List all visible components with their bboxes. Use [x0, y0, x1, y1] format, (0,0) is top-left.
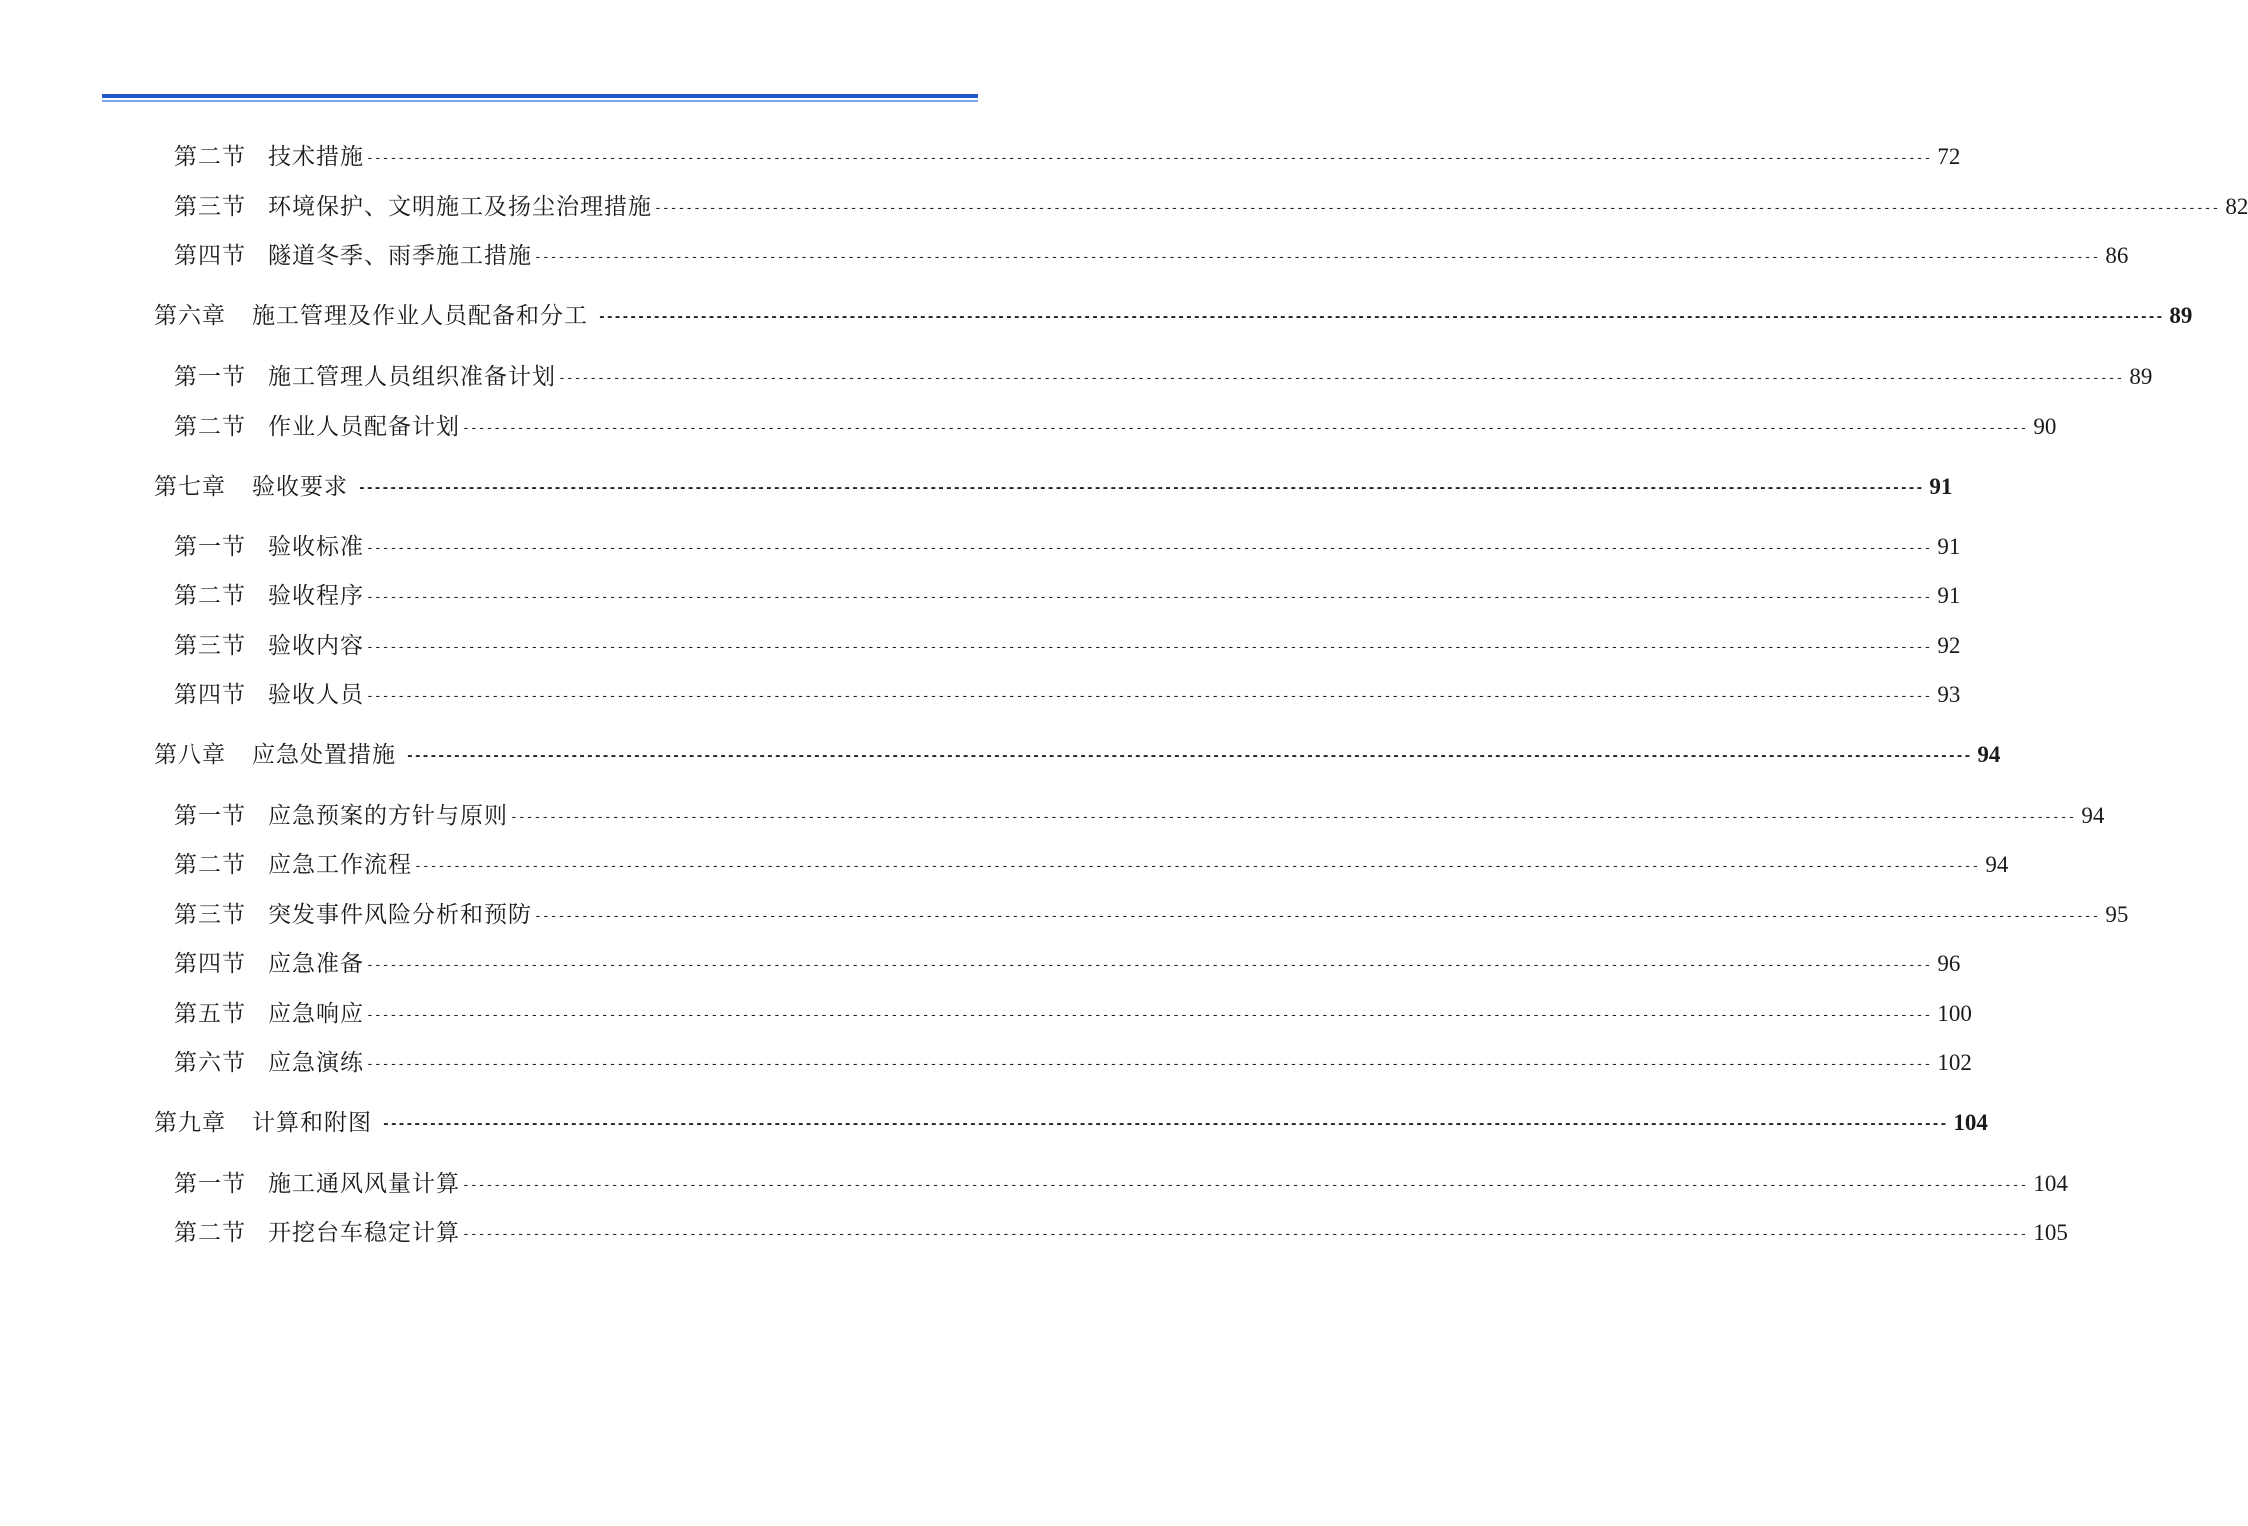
toc-entry-title: 应急准备	[268, 951, 364, 977]
toc-entry-title: 作业人员配备计划	[268, 414, 460, 440]
toc-dot-leader: --------------------------------------------------------------------------------------------------------------------------------------------------------------------------------------------------------	[462, 1178, 2028, 1193]
toc-chapter-entry[interactable]	[154, 299, 2193, 333]
toc-entry-title: 突发事件风险分析和预防	[268, 902, 532, 928]
toc-section-entry[interactable]	[174, 140, 1961, 174]
toc-entry-label	[174, 1216, 460, 1250]
toc-entry-title: 隧道冬季、雨季施工措施	[268, 243, 532, 269]
toc-page-number: 90	[2033, 414, 2057, 439]
toc-section-entry[interactable]	[174, 1167, 2068, 1201]
toc-entry-label	[174, 848, 412, 882]
toc-entry-title: 施工管理人员组织准备计划	[268, 364, 556, 390]
toc-section-entry[interactable]	[174, 997, 1972, 1031]
toc-chapter-entry[interactable]	[154, 738, 2001, 772]
toc-dot-leader: --------------------------------------------------------------------------------------------------------------------------------------------------------------------------------------------------------	[382, 1117, 1948, 1132]
toc-entry-label	[174, 410, 460, 444]
toc-dot-leader: --------------------------------------------------------------------------------------------------------------------------------------------------------------------------------------------------------	[598, 310, 2164, 325]
toc-page-number: 93	[1937, 682, 1961, 707]
toc-section-entry[interactable]	[174, 947, 1961, 981]
toc-chapter-entry[interactable]	[154, 470, 1953, 504]
toc-dot-leader: --------------------------------------------------------------------------------------------------------------------------------------------------------------------------------------------------------	[462, 421, 2028, 436]
toc-dot-leader: --------------------------------------------------------------------------------------------------------------------------------------------------------------------------------------------------------	[462, 1227, 2028, 1242]
toc-entry-number: 第二节	[174, 852, 246, 878]
toc-dot-leader: --------------------------------------------------------------------------------------------------------------------------------------------------------------------------------------------------------	[366, 151, 1932, 166]
toc-entry-number: 第一节	[174, 803, 246, 829]
toc-entry-number: 第三节	[174, 194, 246, 220]
toc-entry-label	[174, 1167, 460, 1201]
toc-dot-leader: --------------------------------------------------------------------------------------------------------------------------------------------------------------------------------------------------------	[534, 250, 2100, 265]
toc-entry-title: 验收人员	[268, 682, 364, 708]
toc-section-entry[interactable]	[174, 410, 2057, 444]
toc-section-entry[interactable]	[174, 579, 1961, 613]
header-rule	[102, 94, 978, 104]
toc-entry-label	[174, 140, 364, 174]
toc-page-number: 94	[1985, 852, 2009, 877]
toc-entry-number: 第三节	[174, 902, 246, 928]
toc-entry-label	[154, 738, 396, 772]
toc-page-number: 91	[1929, 474, 1953, 499]
toc-dot-leader: --------------------------------------------------------------------------------------------------------------------------------------------------------------------------------------------------------	[534, 909, 2100, 924]
toc-dot-leader: --------------------------------------------------------------------------------------------------------------------------------------------------------------------------------------------------------	[366, 590, 1932, 605]
toc-section-entry[interactable]	[174, 360, 2153, 394]
toc-entry-label	[174, 190, 652, 224]
toc-dot-leader: --------------------------------------------------------------------------------------------------------------------------------------------------------------------------------------------------------	[366, 958, 1932, 973]
toc-entry-title: 环境保护、文明施工及扬尘治理措施	[268, 194, 652, 220]
toc-entry-number: 第六章	[154, 303, 226, 329]
toc-entry-title: 技术措施	[268, 144, 364, 170]
header-rule-thin-line	[102, 100, 978, 102]
toc-dot-leader: --------------------------------------------------------------------------------------------------------------------------------------------------------------------------------------------------------	[406, 749, 1972, 764]
toc-page-number: 95	[2105, 902, 2129, 927]
toc-section-entry[interactable]	[174, 799, 2105, 833]
toc-entry-title: 施工通风风量计算	[268, 1171, 460, 1197]
toc-entry-title: 施工管理及作业人员配备和分工	[252, 303, 588, 329]
toc-entry-label	[174, 530, 364, 564]
toc-entry-title: 验收标准	[268, 534, 364, 560]
toc-page-number: 89	[2169, 303, 2193, 328]
toc-page-number: 91	[1937, 583, 1961, 608]
toc-dot-leader: --------------------------------------------------------------------------------------------------------------------------------------------------------------------------------------------------------	[366, 541, 1932, 556]
toc-entry-title: 应急工作流程	[268, 852, 412, 878]
toc-section-entry[interactable]	[174, 1216, 2068, 1250]
toc-entry-number: 第二节	[174, 583, 246, 609]
toc-entry-label	[174, 997, 364, 1031]
toc-page-number: 96	[1937, 951, 1961, 976]
toc-dot-leader: --------------------------------------------------------------------------------------------------------------------------------------------------------------------------------------------------------	[366, 1008, 1932, 1023]
toc-entry-title: 开挖台车稳定计算	[268, 1220, 460, 1246]
toc-page-number: 82	[2225, 194, 2248, 219]
toc-entry-number: 第一节	[174, 534, 246, 560]
toc-entry-label	[174, 1046, 364, 1080]
toc-entry-label	[174, 678, 364, 712]
toc-page-number: 86	[2105, 243, 2129, 268]
toc-entry-label	[174, 629, 364, 663]
toc-page-number: 94	[2081, 803, 2105, 828]
toc-section-entry[interactable]	[174, 848, 2009, 882]
toc-dot-leader: --------------------------------------------------------------------------------------------------------------------------------------------------------------------------------------------------------	[510, 810, 2076, 825]
toc-dot-leader: --------------------------------------------------------------------------------------------------------------------------------------------------------------------------------------------------------	[558, 371, 2124, 386]
toc-entry-number: 第四节	[174, 951, 246, 977]
toc-entry-number: 第二节	[174, 144, 246, 170]
header-rule-graphic	[102, 94, 978, 104]
toc-entry-label	[174, 898, 532, 932]
toc-entry-label	[174, 360, 556, 394]
toc-entry-number: 第七章	[154, 474, 226, 500]
toc-entry-label	[174, 239, 532, 273]
toc-entry-number: 第四节	[174, 682, 246, 708]
toc-section-entry[interactable]	[174, 629, 1961, 663]
toc-page-number: 92	[1937, 633, 1961, 658]
toc-page-number: 72	[1937, 144, 1961, 169]
toc-entry-number: 第六节	[174, 1050, 246, 1076]
toc-section-entry[interactable]	[174, 678, 1961, 712]
toc-page-number: 94	[1977, 742, 2001, 767]
toc-page-number: 89	[2129, 364, 2153, 389]
toc-entry-title: 验收内容	[268, 633, 364, 659]
toc-dot-leader: --------------------------------------------------------------------------------------------------------------------------------------------------------------------------------------------------------	[654, 201, 2220, 216]
toc-entry-number: 第一节	[174, 1171, 246, 1197]
toc-dot-leader: --------------------------------------------------------------------------------------------------------------------------------------------------------------------------------------------------------	[366, 689, 1932, 704]
toc-entry-number: 第三节	[174, 633, 246, 659]
toc-entry-title: 应急演练	[268, 1050, 364, 1076]
toc-entry-number: 第九章	[154, 1110, 226, 1136]
toc-chapter-entry[interactable]	[154, 1106, 1988, 1140]
toc-entry-label	[154, 299, 588, 333]
toc-page-number: 104	[2033, 1171, 2068, 1196]
toc-entry-title: 应急预案的方针与原则	[268, 803, 508, 829]
toc-page-number: 91	[1937, 534, 1961, 559]
toc-dot-leader: --------------------------------------------------------------------------------------------------------------------------------------------------------------------------------------------------------	[366, 1057, 1932, 1072]
toc-section-entry[interactable]	[174, 190, 2248, 224]
toc-entry-title: 验收要求	[252, 474, 348, 500]
toc-entry-title: 验收程序	[268, 583, 364, 609]
toc-entry-title: 应急处置措施	[252, 742, 396, 768]
toc-page-number: 102	[1937, 1050, 1972, 1075]
toc-section-entry[interactable]	[174, 898, 2129, 932]
toc-entry-label	[154, 1106, 372, 1140]
header-rule-thick-line	[102, 94, 978, 98]
toc-entry-title: 应急响应	[268, 1001, 364, 1027]
toc-page-number: 100	[1937, 1001, 1972, 1026]
toc-entry-number: 第四节	[174, 243, 246, 269]
toc-entry-number: 第五节	[174, 1001, 246, 1027]
toc-section-entry[interactable]	[174, 530, 1961, 564]
toc-entry-title: 计算和附图	[252, 1110, 372, 1136]
toc-dot-leader: --------------------------------------------------------------------------------------------------------------------------------------------------------------------------------------------------------	[366, 640, 1932, 655]
toc-entry-number: 第二节	[174, 1220, 246, 1246]
toc-section-entry[interactable]	[174, 239, 2129, 273]
toc-entry-label	[154, 470, 348, 504]
toc-section-entry[interactable]	[174, 1046, 1972, 1080]
toc-entry-label	[174, 579, 364, 613]
toc-dot-leader: --------------------------------------------------------------------------------------------------------------------------------------------------------------------------------------------------------	[358, 481, 1924, 496]
toc-dot-leader: --------------------------------------------------------------------------------------------------------------------------------------------------------------------------------------------------------	[414, 859, 1980, 874]
toc-entry-number: 第一节	[174, 364, 246, 390]
toc-entry-label	[174, 947, 364, 981]
toc-entry-number: 第八章	[154, 742, 226, 768]
toc-page-number: 105	[2033, 1220, 2068, 1245]
toc-page-number: 104	[1953, 1110, 1988, 1135]
toc-entry-number: 第二节	[174, 414, 246, 440]
toc-entry-label	[174, 799, 508, 833]
